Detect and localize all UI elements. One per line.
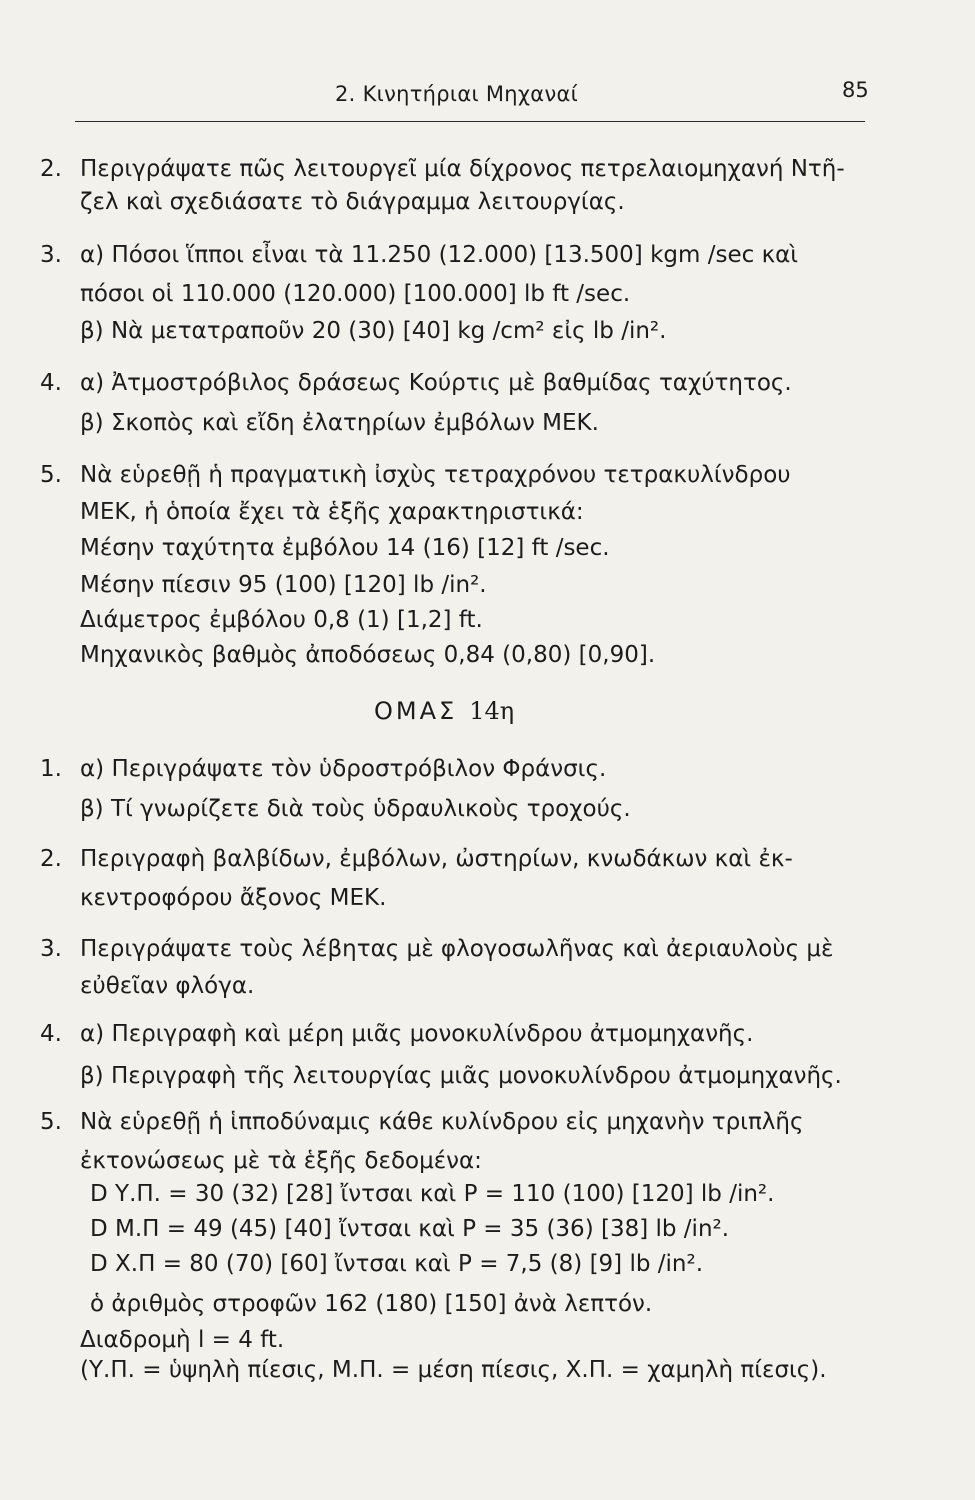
question-line: ζελ καὶ σχεδιάσατε τὸ διάγραμμα λειτουργίας.: [80, 189, 625, 215]
question-line: Περιγράψατε πῶς λειτουργεῖ μία δίχρονος πετρελαιομηχανή Ντῆ-: [80, 156, 845, 182]
question-line: κεντροφόρου ἄξονος ΜΕΚ.: [80, 885, 387, 911]
question-line: Νὰ εὑρεθῇ ἡ ἱπποδύναμις κάθε κυλίνδρου εἰς μηχανὴν τριπλῆς: [80, 1109, 804, 1135]
question-line: Μηχανικὸς βαθμὸς ἀποδόσεως 0,84 (0,80) [0,90].: [80, 642, 656, 668]
question-line: α) Περιγράψατε τὸν ὑδροστρόβιλον Φράνσις.: [80, 756, 607, 782]
question-line: Μέσην ταχύτητα ἐμβόλου 14 (16) [12] ft /sec.: [80, 535, 610, 561]
question-number: 2.: [40, 846, 62, 872]
question-line: D Υ.Π. = 30 (32) [28] ἴντσαι καὶ P = 110 (100) [120] lb /in².: [90, 1181, 775, 1207]
section-label: ΟΜΑΣ: [374, 697, 458, 725]
question-line: D Μ.Π = 49 (45) [40] ἴντσαι καὶ P = 35 (36) [38] lb /in².: [90, 1216, 730, 1242]
question-number: 3.: [40, 242, 62, 268]
question-line: εὐθεῖαν φλόγα.: [80, 973, 255, 999]
question-number: 4.: [40, 370, 62, 396]
question-line: ΜΕΚ, ἡ ὁποία ἔχει τὰ ἑξῆς χαρακτηριστικά:: [80, 499, 584, 525]
question-line: β) Περιγραφὴ τῆς λειτουργίας μιᾶς μονοκυλίνδρου ἀτμομηχανῆς.: [80, 1063, 842, 1089]
question-line: ὁ ἀριθμὸς στροφῶν 162 (180) [150] ἀνὰ λεπτόν.: [90, 1291, 653, 1317]
page-number: 85: [842, 78, 869, 102]
question-line: β) Τί γνωρίζετε διὰ τοὺς ὑδραυλικοὺς τροχούς.: [80, 796, 631, 822]
section-ordinal: 14η: [469, 697, 515, 725]
question-line: α) Ἀτμοστρόβιλος δράσεως Κούρτις μὲ βαθμίδας ταχύτητος.: [80, 370, 792, 396]
question-line: (Υ.Π. = ὑψηλὴ πίεσις, Μ.Π. = μέση πίεσις, Χ.Π. = χαμηλὴ πίεσις).: [80, 1357, 827, 1383]
question-number: 4.: [40, 1021, 62, 1047]
question-line: Διαδρομὴ l = 4 ft.: [80, 1327, 285, 1353]
question-line: Περιγραφὴ βαλβίδων, ἐμβόλων, ὠστηρίων, κνωδάκων καὶ ἐκ-: [80, 846, 793, 872]
question-number: 2.: [40, 156, 62, 182]
running-header-title: 2. Κινητήριαι Μηχαναί: [335, 82, 579, 106]
question-line: ἐκτονώσεως μὲ τὰ ἑξῆς δεδομένα:: [80, 1148, 482, 1174]
header-rule: [75, 121, 865, 122]
question-line: Μέσην πίεσιν 95 (100) [120] lb /in².: [80, 572, 487, 598]
question-line: Νὰ εὑρεθῇ ἡ πραγματικὴ ἰσχὺς τετραχρόνου τετρακυλίνδρου: [80, 462, 791, 488]
question-number: 5.: [40, 1109, 62, 1135]
question-number: 5.: [40, 462, 62, 488]
question-line: Περιγράψατε τοὺς λέβητας μὲ φλογοσωλῆνας καὶ ἀεριαυλοὺς μὲ: [80, 936, 834, 962]
question-line: D Χ.Π = 80 (70) [60] ἴντσαι καὶ P = 7,5 (8) [9] lb /in².: [90, 1251, 704, 1277]
question-line: β) Σκοπὸς καὶ εἴδη ἐλατηρίων ἐμβόλων ΜΕΚ.: [80, 410, 599, 436]
question-line: πόσοι οἱ 110.000 (120.000) [100.000] lb ft /sec.: [80, 281, 631, 307]
question-line: Διάμετρος ἐμβόλου 0,8 (1) [1,2] ft.: [80, 607, 483, 633]
section-heading: [374, 697, 514, 725]
question-number: 1.: [40, 756, 62, 782]
question-line: β) Νὰ μετατραποῦν 20 (30) [40] kg /cm² εἰς lb /in².: [80, 318, 667, 344]
question-line: α) Περιγραφὴ καὶ μέρη μιᾶς μονοκυλίνδρου ἀτμομηχανῆς.: [80, 1021, 754, 1047]
question-number: 3.: [40, 936, 62, 962]
question-line: α) Πόσοι ἵπποι εἶναι τὰ 11.250 (12.000) [13.500] kgm /sec καὶ: [80, 242, 799, 268]
